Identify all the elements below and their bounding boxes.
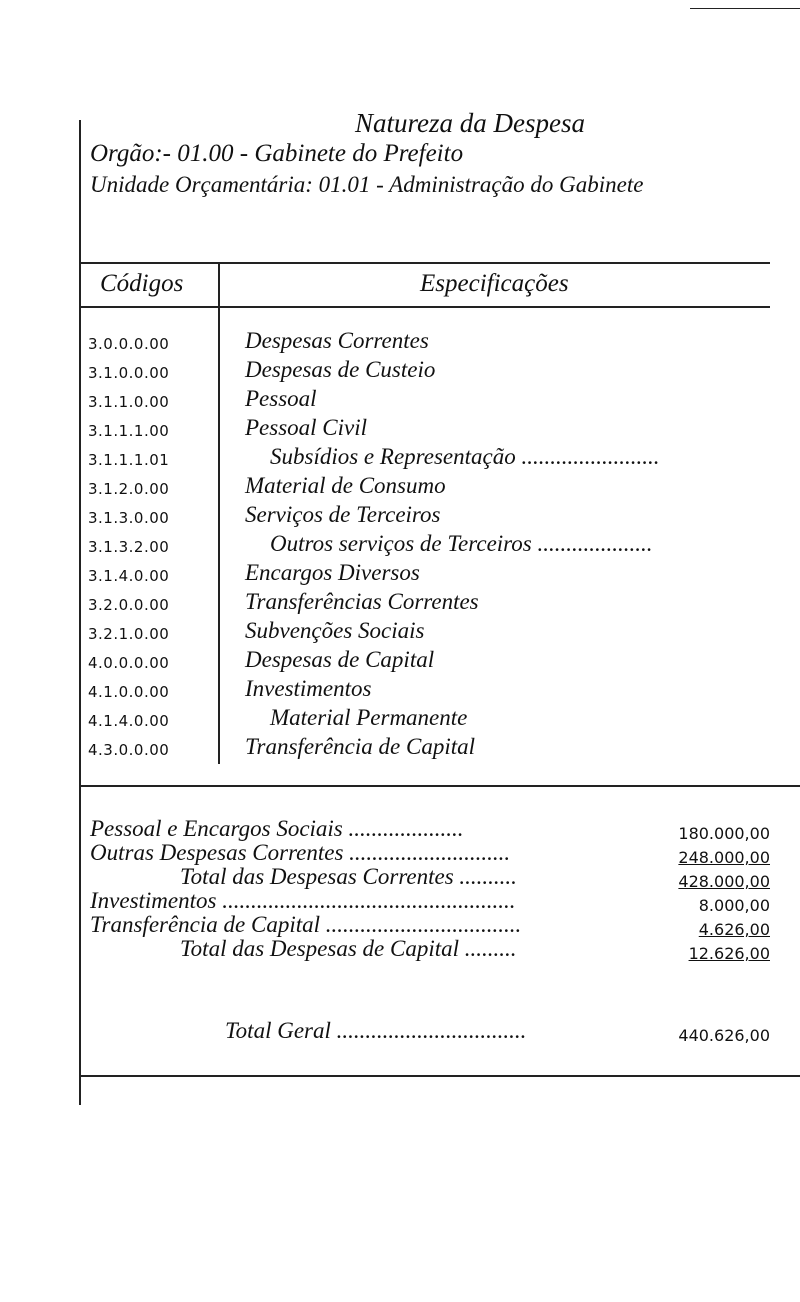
row-code: 3.1.1.1.00 xyxy=(88,422,170,440)
row-code: 3.1.1.0.00 xyxy=(88,393,170,411)
column-divider xyxy=(218,262,220,764)
document-bottom-rule xyxy=(80,1075,800,1077)
row-code: 3.1.4.0.00 xyxy=(88,567,170,585)
top-right-rule xyxy=(690,8,800,9)
orgao-line: Orgão:- 01.00 - Gabinete do Prefeito xyxy=(90,140,464,167)
unidade-line: Unidade Orçamentária: 01.01 - Administração do Gabinete xyxy=(90,172,644,197)
row-code: 3.1.2.0.00 xyxy=(88,480,170,498)
row-specification: Despesas Correntes xyxy=(245,328,429,353)
row-code: 3.1.3.0.00 xyxy=(88,509,170,527)
row-code: 4.3.0.0.00 xyxy=(88,741,170,759)
row-specification: Despesas de Custeio xyxy=(245,357,436,382)
summary-label: Transferência de Capital .................................. xyxy=(90,912,522,937)
document-title: Natureza da Despesa xyxy=(355,108,585,138)
row-specification: Material de Consumo xyxy=(245,473,446,498)
table-top-rule xyxy=(80,262,770,264)
row-specification: Subvenções Sociais xyxy=(245,618,425,643)
table-header-rule xyxy=(80,306,770,308)
row-code: 3.1.0.0.00 xyxy=(88,364,170,382)
column-header-codigos: Códigos xyxy=(100,270,184,297)
row-code: 3.2.0.0.00 xyxy=(88,596,170,614)
row-specification: Transferências Correntes xyxy=(245,589,479,614)
row-code: 4.1.4.0.00 xyxy=(88,712,170,730)
row-specification: Subsídios e Representação ........................ xyxy=(270,444,660,469)
row-specification: Investimentos xyxy=(245,676,372,701)
summary-label: Total Geral ................................. xyxy=(225,1018,527,1043)
summary-label: Investimentos ................................................... xyxy=(90,888,516,913)
summary-label: Total das Despesas de Capital ......... xyxy=(180,936,517,961)
summary-amount: 428.000,00 xyxy=(678,872,770,891)
row-specification: Despesas de Capital xyxy=(245,647,435,672)
summary-amount: 8.000,00 xyxy=(698,896,770,915)
row-code: 3.1.3.2.00 xyxy=(88,538,170,556)
row-code: 3.2.1.0.00 xyxy=(88,625,170,643)
row-specification: Outros serviços de Terceiros .................... xyxy=(270,531,653,556)
summary-amount: 4.626,00 xyxy=(698,920,770,939)
row-code: 3.0.0.0.00 xyxy=(88,335,170,353)
row-code: 3.1.1.1.01 xyxy=(88,451,170,469)
table-bottom-rule xyxy=(80,785,800,787)
summary-label: Pessoal e Encargos Sociais .................... xyxy=(90,816,464,841)
row-code: 4.1.0.0.00 xyxy=(88,683,170,701)
row-specification: Serviços de Terceiros xyxy=(245,502,441,527)
row-specification: Pessoal Civil xyxy=(245,415,368,440)
summary-label: Total das Despesas Correntes .......... xyxy=(180,864,517,889)
summary-amount: 440.626,00 xyxy=(678,1026,770,1045)
summary-amount: 180.000,00 xyxy=(678,824,770,843)
row-specification: Material Permanente xyxy=(270,705,468,730)
column-header-especificacoes: Especificações xyxy=(420,270,569,297)
row-specification: Pessoal xyxy=(245,386,317,411)
summary-label: Outras Despesas Correntes ............................ xyxy=(90,840,511,865)
left-margin-line xyxy=(79,120,81,1105)
row-code: 4.0.0.0.00 xyxy=(88,654,170,672)
row-specification: Encargos Diversos xyxy=(245,560,420,585)
row-specification: Transferência de Capital xyxy=(245,734,475,759)
summary-amount: 248.000,00 xyxy=(678,848,770,867)
summary-amount: 12.626,00 xyxy=(688,944,770,963)
